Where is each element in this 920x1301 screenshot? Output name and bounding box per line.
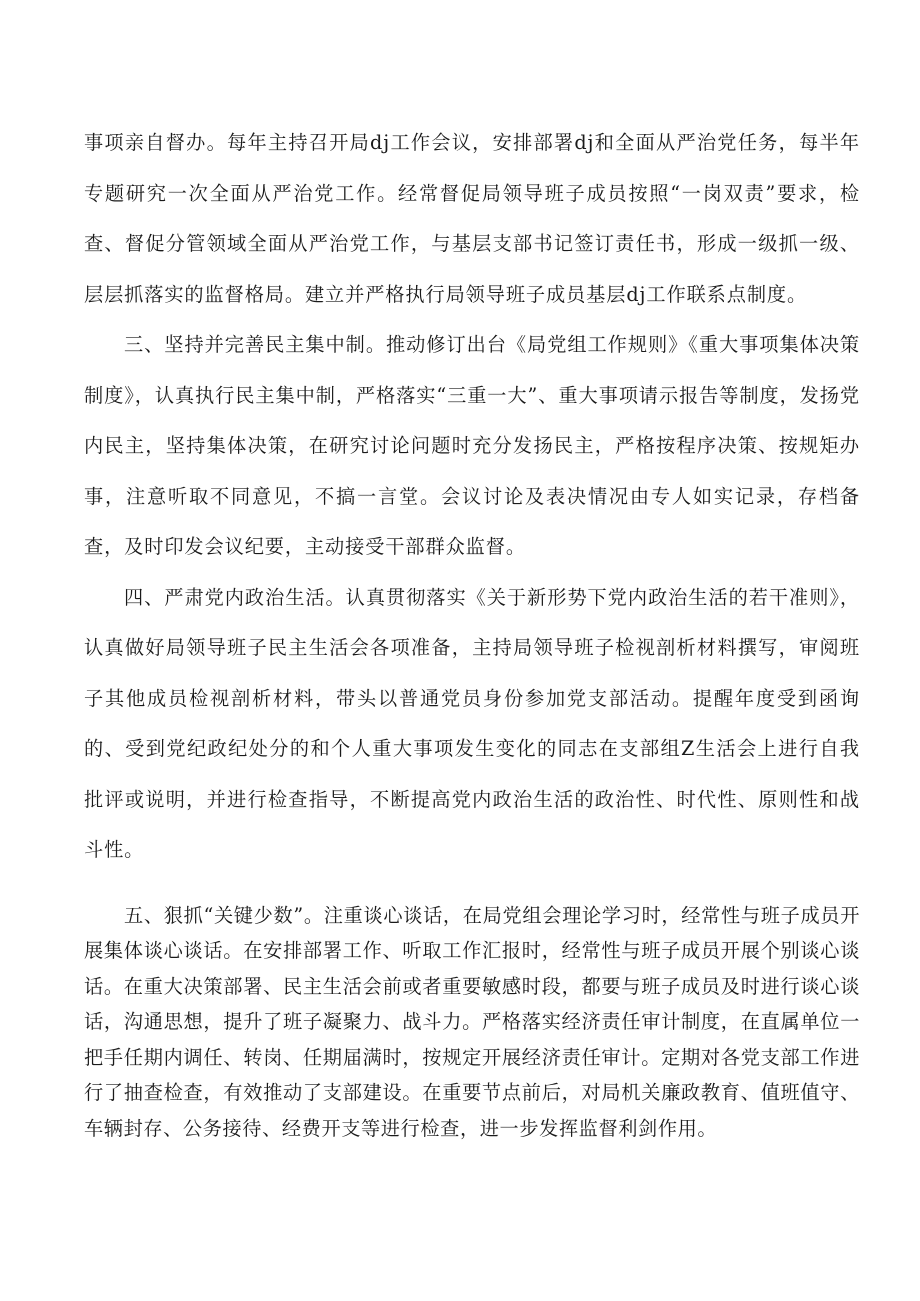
paragraph-political-life: 四、严肃党内政治生活。认真贯彻落实《关于新形势下党内政治生活的若干准则》，认真做好局领导班子民主生活会各项准备，主持局领导班子检视剖析材料撰写，审阅班子其他成员检视剖析材料，带头以普通党员身份参加党支部活动。提醒年度受到函询的、受到党纪政纪处分的和个人重大事项发生变化的同志在支部组Z生活会上进行自我批评或说明，并进行检查指导，不断提高党内政治生活的政治性、时代性、原则性和战斗性。 <box>84 585 860 861</box>
document-page <box>84 118 860 1147</box>
paragraph-democratic-centralism: 三、坚持并完善民主集中制。推动修订出台《局党组工作规则》《重大事项集体决策制度》，认真执行民主集中制，严格落实“三重一大”、重大事项请示报告等制度，发扬党内民主，坚持集体决策，在研究讨论问题时充分发扬民主，严格按程序决策、按规矩办事，注意听取不同意见，不搞一言堂。会议讨论及表决情况由专人如实记录，存档备查，及时印发会议纪要，主动接受干部群众监督。 <box>84 333 860 558</box>
paragraph-continuation: 事项亲自督办。每年主持召开局dj工作会议，安排部署dj和全面从严治党任务，每半年专题研究一次全面从严治党工作。经常督促局领导班子成员按照“一岗双责”要求，检查、督促分管领域全面从严治党工作，与基层支部书记签订责任书，形成一级抓一级、层层抓落实的监督格局。建立并严格执行局领导班子成员基层dj工作联系点制度。 <box>84 131 860 306</box>
paragraph-key-minority: 五、狠抓“关键少数”。注重谈心谈话，在局党组会理论学习时，经常性与班子成员开展集体谈心谈话。在安排部署工作、听取工作汇报时，经常性与班子成员开展个别谈心谈话。在重大决策部署、民主生活会前或者重要敏感时段，都要与班子成员及时进行谈心谈话，沟通思想，提升了班子凝聚力、战斗力。严格落实经济责任审计制度，在直属单位一把手任期内调任、转岗、任期届满时，按规定开展经济责任审计。定期对各党支部工作进行了抽查检查，有效推动了支部建设。在重要节点前后，对局机关廉政教育、值班值守、车辆封存、公务接待、经费开支等进行检查，进一步发挥监督利剑作用。 <box>84 903 860 1141</box>
